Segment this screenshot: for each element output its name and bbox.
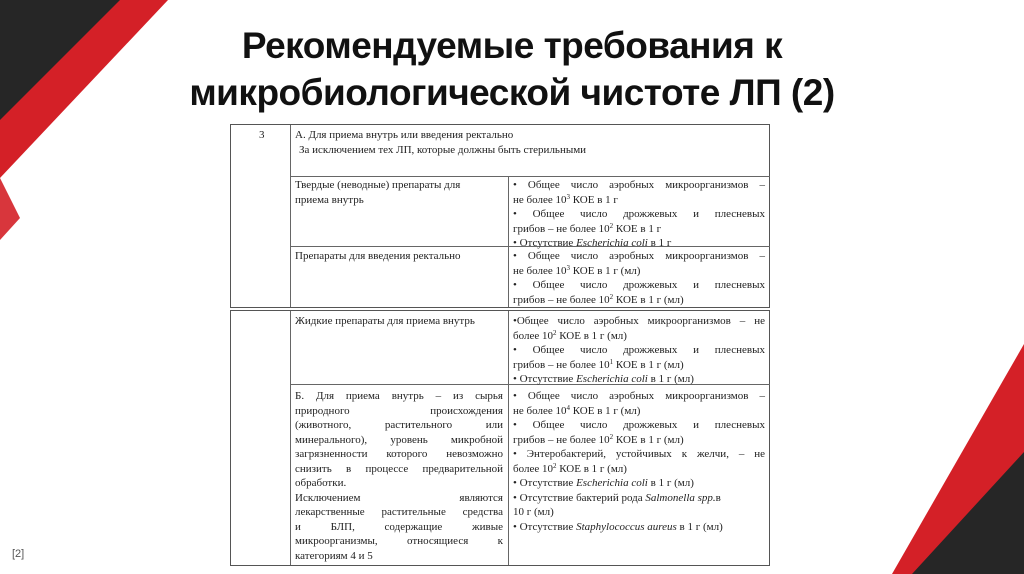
liquid-preparations-requirements: •Общее число аэробных микроорганизмов – не более $10^2$ КОЕ в 1 г (мл) • Общее число дрожжевых и плесневых грибов – не более $10^1$ КОЕ в 1 г (мл) • Отсутствие Escherichia coli в 1 г (мл) (513, 315, 765, 385)
requirements-table-part-1 (230, 124, 770, 308)
liquid-preparations-label: Жидкие препараты для приема внутрь (295, 315, 475, 327)
rectal-preparations-requirements: • Общее число аэробных микроорганизмов – не более $10^3$ КОЕ в 1 г (мл) • Общее число дрожжевых и плесневых грибов – не более $10^2$ КОЕ в 1 г (мл) (513, 250, 765, 306)
footnote-reference: [2] (12, 548, 25, 560)
section-a-heading (295, 128, 586, 157)
section-b-requirements: • Общее число аэробных микроорганизмов – не более $10^4$ КОЕ в 1 г (мл) • Общее число дрожжевых и плесневых грибов – не более $10^2$ КОЕ в 1 г (мл) • Энтеробактерий, устойчивых к желчи, – не более $10^2$ КОЕ в 1 г (мл) • Отсутствие Escherichia coli в 1 г (мл) • Отсутствие бактерий рода Salmonella spp.в 10 г (мл) • Отсутствие Staphylococcus aureus в 1 г (мл) (513, 390, 765, 533)
title-line-1: Рекомендуемые требования к (241, 25, 783, 66)
section-a-line-1: А. Для приема внутрь или введения ректально (295, 129, 514, 141)
corner-decoration-bottom-right (844, 330, 1024, 574)
rectal-preparations-label: Препараты для введения ректально (295, 250, 461, 262)
solid-preparations-label: Твердые (неводные) препараты для приема внутрь (295, 179, 461, 206)
requirements-table-part-2 (230, 310, 770, 566)
title-line-2: микробиологической чистоте ЛП (2) (189, 72, 835, 113)
slide-title (130, 22, 894, 116)
section-a-line-2: За исключением тех ЛП, которые должны быть стерильными (299, 143, 587, 156)
row-number: 3 (259, 129, 265, 141)
solid-preparations-requirements: • Общее число аэробных микроорганизмов – не более $10^3$ КОЕ в 1 г • Общее число дрожжевых и плесневых грибов – не более $10^2$ КОЕ в 1 г • Отсутствие Escherichia coli в 1 г (513, 179, 765, 249)
section-b-description: Б. Для приема внутрь – из сырья природного происхождения (животного, растительного или минерального), уровень микробной загрязненности которого невозможно снизить в процессе предварительной обработки. Исключением являются лекарственные растительные средства и БЛП, содержащие живые микроорганизмы, относящиеся к категориям 4 и 5 (295, 390, 503, 562)
